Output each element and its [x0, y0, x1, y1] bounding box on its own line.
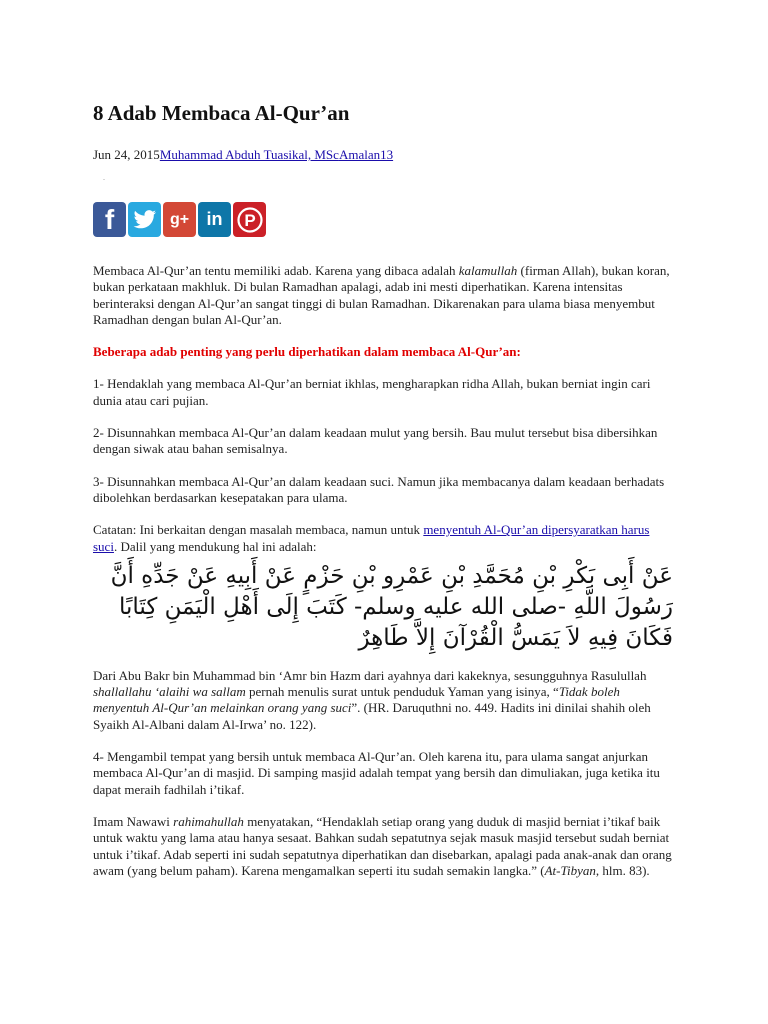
share-bar: [93, 202, 673, 237]
adab-3-paragraph: 3- Disunnahkan membaca Al-Qur’an dalam keadaan suci. Namun jika membacanya dalam keadaan berhadats dibolehkan berdasarkan kesepatakan para ulama.: [93, 473, 665, 505]
nawawi-quote-paragraph: Imam Nawawi rahimahullah menyatakan, “Hendaklah setiap orang yang duduk di masjid berniat i’tikaf baik untuk waktu yang lama atau hanya sesaat. Bahkan sudah sepatutnya sejak masuk masjid tersebut sudah berniat untuk i’tikaf. Adab seperti ini sudah sepatutnya diperhatikan dan disebarkan, apalagi pada anak-anak dan orang awam (yang belum paham). Karena mengamalkan seperti itu sudah semakin langka.” (At-Tibyan, hlm. 83).: [93, 813, 672, 878]
facebook-icon: f: [104, 203, 115, 235]
twitter-icon: [133, 210, 157, 230]
googleplus-share-button[interactable]: [163, 202, 196, 237]
facebook-share-button[interactable]: [93, 202, 126, 237]
adab-2-paragraph: 2- Disunnahkan membaca Al-Qur’an dalam keadaan mulut yang bersih. Bau mulut tersebut bisa dibersihkan dengan siwak atau bahan semisalnya.: [93, 425, 658, 457]
linkedin-share-button[interactable]: [198, 202, 231, 237]
pinterest-share-button[interactable]: [233, 202, 266, 237]
post-meta: [93, 147, 673, 163]
note-paragraph: Catatan: Ini berkaitan dengan masalah membaca, namun untuk menyentuh Al-Qur’an dipersyaratkan harus suci. Dalil yang mendukung hal ini adalah:: [93, 522, 650, 554]
intro-paragraph: Membaca Al-Qur’an tentu memiliki adab. Karena yang dibaca adalah kalamullah (firman Allah), bukan koran, bukan perkataan makhluk. Di bulan Ramadhan apalagi, adab ini mesti diperhatikan. Karena intensitas berinteraksi dengan Al-Qur’an sangat tinggi di bulan Ramadhan. Dikarenakan para ulama biasa menyembut Ramadhan dengan bulan Al-Qur’an.: [93, 263, 670, 327]
post-date: Jun 24, 2015: [93, 147, 160, 162]
linkedin-icon: in: [206, 209, 223, 229]
category-link[interactable]: Amalan13: [338, 147, 394, 162]
article: [93, 100, 673, 895]
touch-quran-link[interactable]: menyentuh Al-Qur’an dipersyaratkan harus suci: [93, 522, 650, 554]
adab-4-paragraph: 4- Mengambil tempat yang bersih untuk membaca Al-Qur’an. Oleh karena itu, para ulama sangat anjurkan membaca Al-Qur’an di masjid. Di samping masjid adalah tempat yang bersih dan dimuliakan, juga ketika itu dapat meraih fadhilah i’tikaf.: [93, 749, 660, 797]
svg-text:P: P: [243, 210, 256, 230]
page-title: 8 Adab Membaca Al-Qur’an: [93, 101, 350, 125]
author-link[interactable]: Muhammad Abduh Tuasikal, MSc: [159, 147, 339, 162]
separator-dot: .: [103, 173, 105, 182]
pinterest-icon: [237, 207, 263, 233]
adab-1-paragraph: 1- Hendaklah yang membaca Al-Qur’an berniat ikhlas, mengharapkan ridha Allah, bukan berniat ingin cari dunia atau cari pujian.: [93, 376, 651, 408]
twitter-share-button[interactable]: [128, 202, 161, 237]
googleplus-icon: g+: [169, 210, 190, 228]
section-heading: Beberapa adab penting yang perlu diperhatikan dalam membaca Al-Qur’an:: [93, 344, 521, 360]
article-body: [93, 263, 673, 879]
arabic-hadith: عَنْ أَبِى بَكْرِ بْنِ مُحَمَّدِ بْنِ عَمْرِو بْنِ حَزْمٍ عَنْ أَبِيهِ عَنْ جَدِّهِ أَنَّ رَسُولَ اللَّهِ -صلى الله عليه وسلم- كَتَبَ إِلَى أَهْلِ الْيَمَنِ كِتَابًا فَكَانَ فِيهِ لاَ يَمَسُّ الْقُرْآنَ إِلاَّ طَاهِرٌ: [110, 562, 673, 651]
hadith-translation-paragraph: Dari Abu Bakr bin Muhammad bin ‘Amr bin Hazm dari ayahnya dari kakeknya, sesungguhnya Rasulullah shallallahu ‘alaihi wa sallam pernah menulis surat untuk penduduk Yaman yang isinya, “Tidak boleh menyentuh Al-Qur’an melainkan orang yang suci”. (HR. Daruquthni no. 449. Hadits ini dinilai shahih oleh Syaikh Al-Albani dalam Al-Irwa’ no. 122).: [93, 667, 651, 732]
